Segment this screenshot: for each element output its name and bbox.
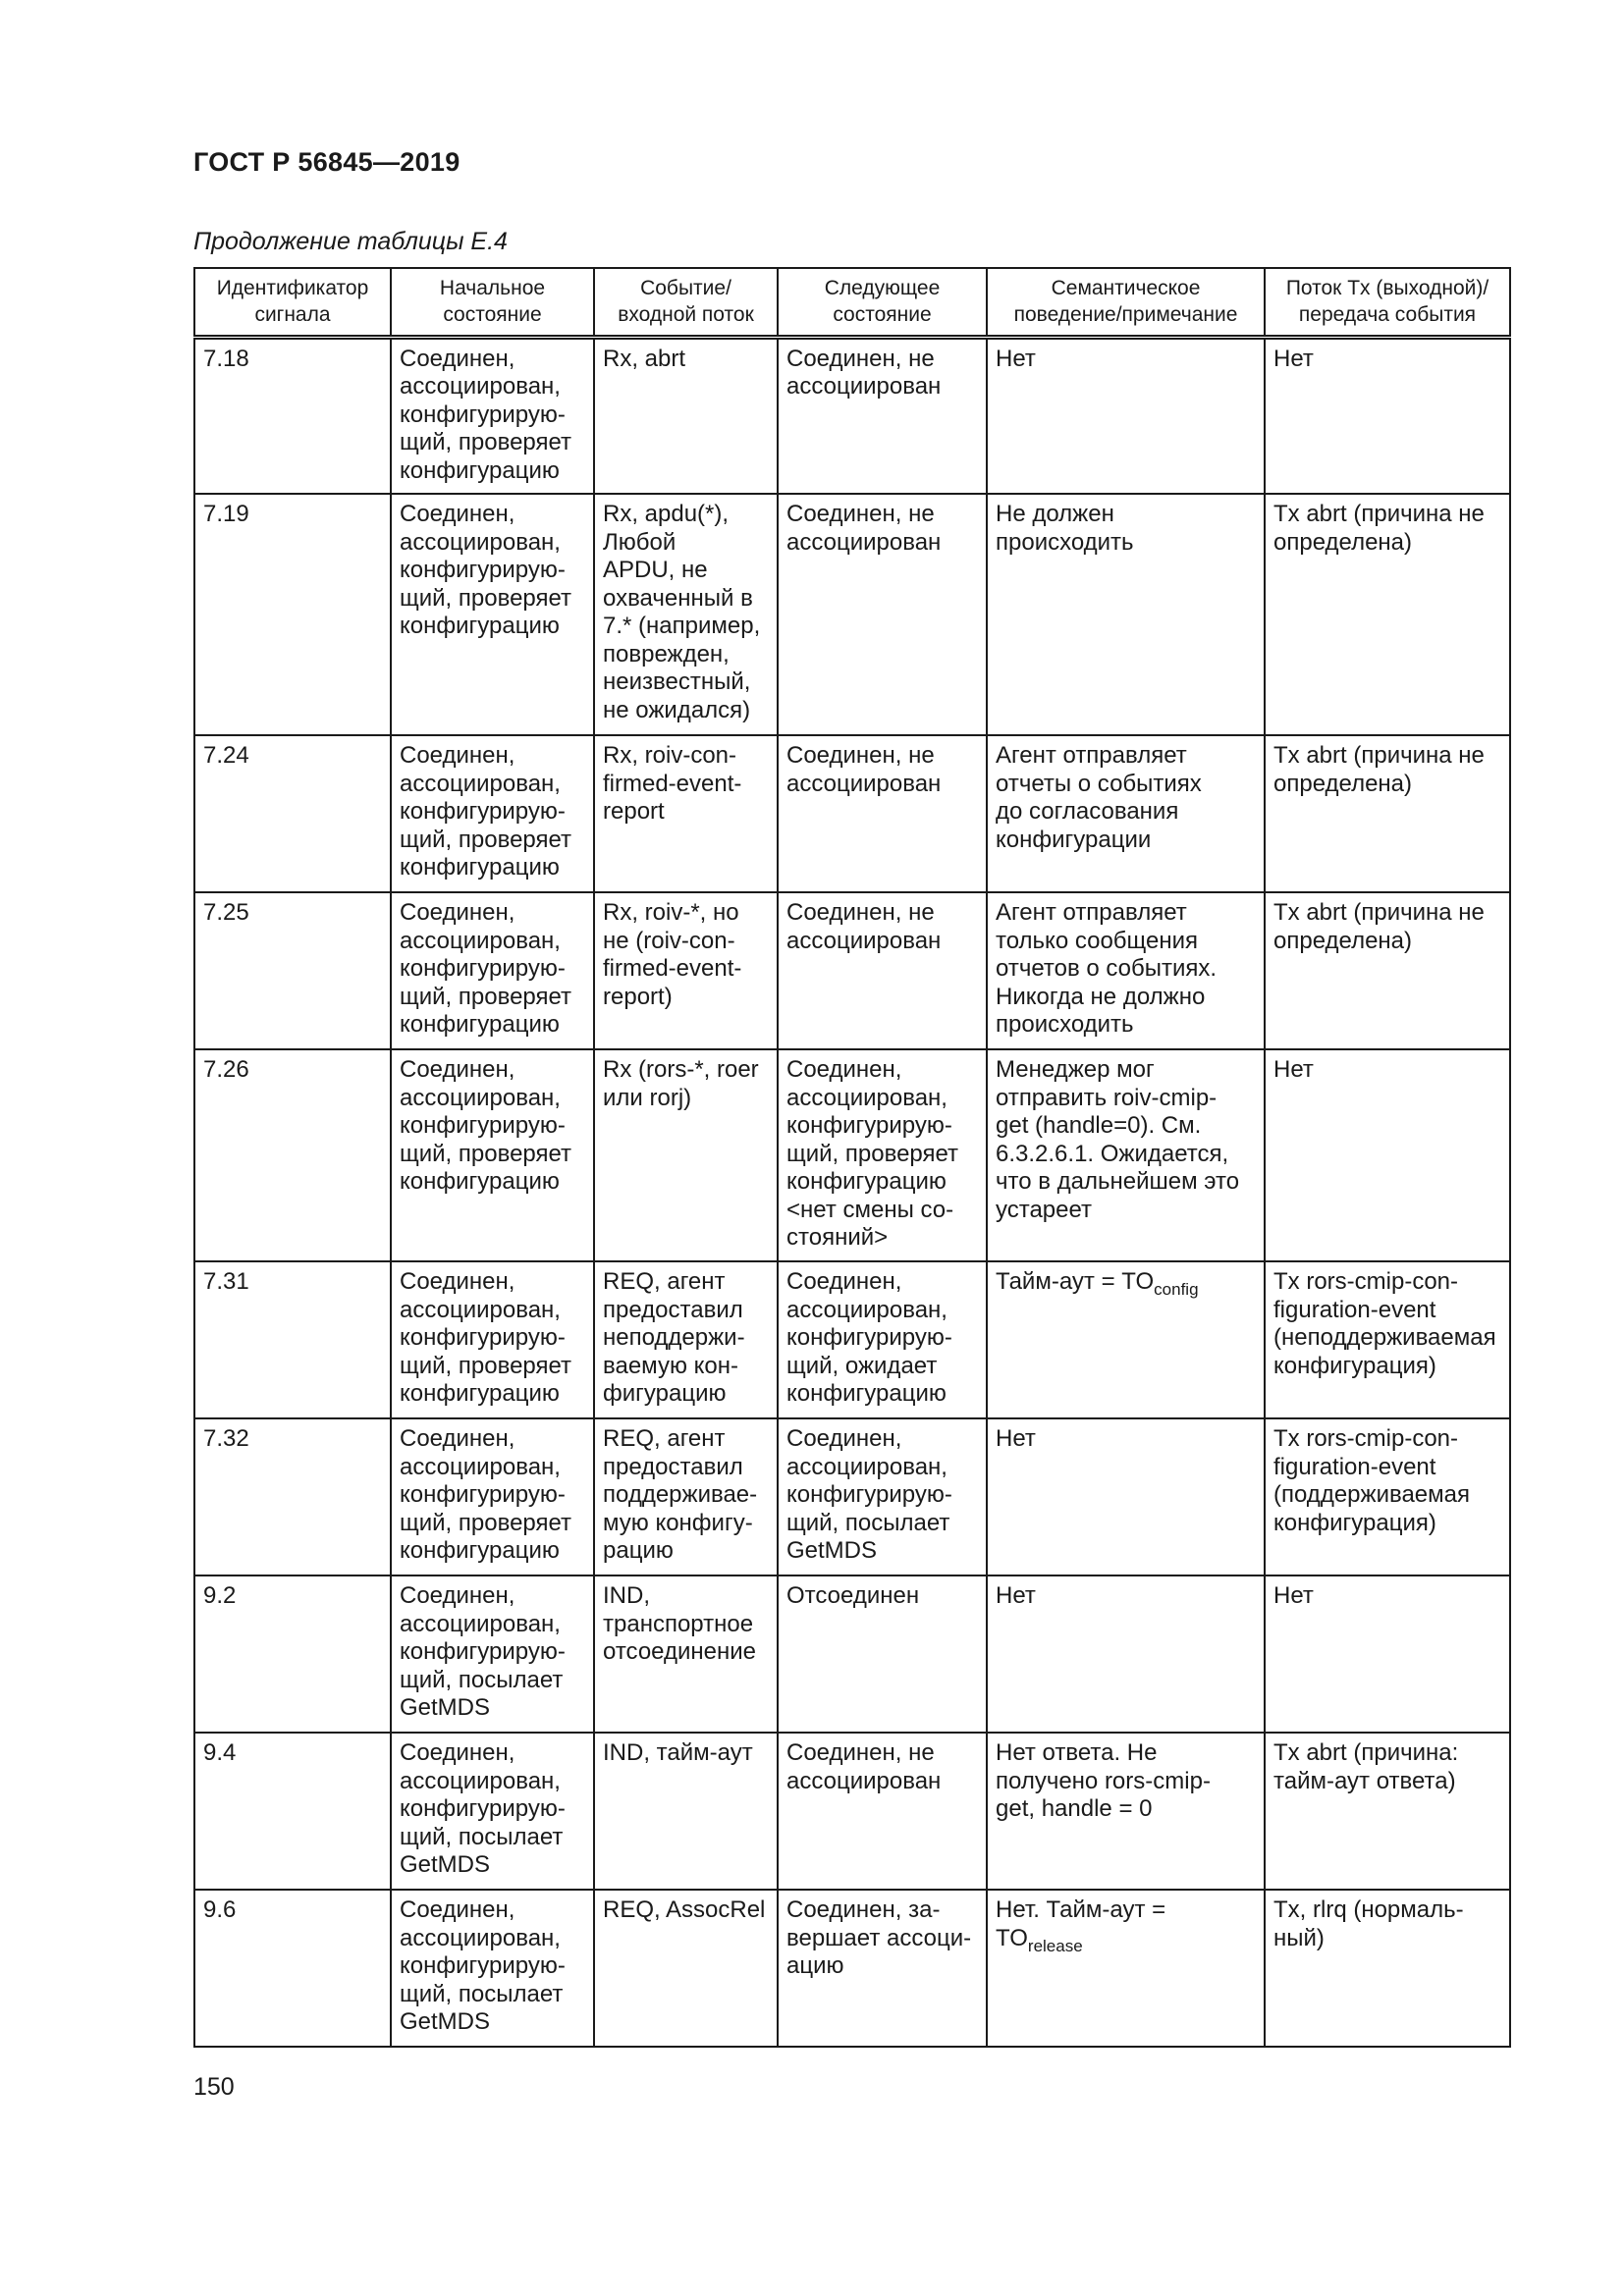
cell-signal-id: 7.26 — [194, 1049, 391, 1261]
cell-initial-state: Соединен, ассоциирован, конфигурирую- щий, проверяет конфигурацию — [391, 494, 594, 735]
cell-semantic-note — [987, 494, 1265, 735]
table-row — [194, 1733, 1510, 1890]
cell-initial-state: Соединен, ассоциирован, конфигурирую- щий, проверяет конфигурацию — [391, 337, 594, 494]
cell-event: Rx, apdu(*), Любой APDU, не охваченный в 7.* (например, поврежден, неизвестный, не ожидался) — [594, 494, 778, 735]
cell-tx-stream: Tx, rlrq (нормаль- ный) — [1265, 1890, 1510, 2047]
cell-next-state: Соединен, не ассоциирован — [778, 892, 987, 1049]
cell-signal-id: 7.24 — [194, 735, 391, 892]
cell-event: IND, тайм-аут — [594, 1733, 778, 1890]
cell-initial-state: Соединен, ассоциирован, конфигурирую- щий, посылает GetMDS — [391, 1575, 594, 1733]
cell-initial-state: Соединен, ассоциирован, конфигурирую- щий, проверяет конфигурацию — [391, 892, 594, 1049]
cell-tx-stream: Tx abrt (причина не определена) — [1265, 735, 1510, 892]
note-subscript: release — [1027, 1936, 1083, 1955]
cell-signal-id: 7.25 — [194, 892, 391, 1049]
cell-next-state: Соединен, не ассоциирован — [778, 735, 987, 892]
note-text: Тайм-аут = TO — [996, 1268, 1155, 1295]
cell-next-state: Соединен, ассоциирован, конфигурирую- щий, ожидает конфигурацию — [778, 1261, 987, 1418]
table-row — [194, 494, 1510, 735]
cell-event: Rx, roiv-*, но не (roiv-con- firmed-event- report) — [594, 892, 778, 1049]
cell-signal-id: 7.18 — [194, 337, 391, 494]
note-text: Не должен происходить — [996, 501, 1134, 556]
cell-semantic-note — [987, 1418, 1265, 1575]
cell-initial-state: Соединен, ассоциирован, конфигурирую- щий, проверяет конфигурацию — [391, 1418, 594, 1575]
cell-tx-stream: Tx rors-cmip-con- figuration-event (неподдерживаемая конфигурация) — [1265, 1261, 1510, 1418]
column-header-initial-state: Начальное состояние — [391, 268, 594, 337]
note-text: Агент отправляет отчеты о событиях до согласования конфигурации — [996, 742, 1202, 853]
table-row — [194, 1890, 1510, 2047]
note-text: Нет — [996, 1425, 1036, 1452]
cell-event: Rx, abrt — [594, 337, 778, 494]
note-text: Нет ответа. Не получено rors-cmip- get, handle = 0 — [996, 1739, 1211, 1822]
cell-next-state: Соединен, не ассоциирован — [778, 1733, 987, 1890]
cell-next-state: Соединен, ассоциирован, конфигурирую- щий, посылает GetMDS — [778, 1418, 987, 1575]
cell-initial-state: Соединен, ассоциирован, конфигурирую- щий, проверяет конфигурацию — [391, 1049, 594, 1261]
cell-signal-id: 7.31 — [194, 1261, 391, 1418]
note-subscript: config — [1154, 1280, 1199, 1299]
cell-tx-stream: Нет — [1265, 337, 1510, 494]
cell-event: REQ, агент предоставил неподдержи- ваемую кон- фигурацию — [594, 1261, 778, 1418]
column-header-semantic-note: Семантическое поведение/примечание — [987, 268, 1265, 337]
cell-initial-state: Соединен, ассоциирован, конфигурирую- щий, проверяет конфигурацию — [391, 735, 594, 892]
cell-next-state: Соединен, ассоциирован, конфигурирую- щий, проверяет конфигурацию <нет смены со- стояний> — [778, 1049, 987, 1261]
note-text: Нет — [996, 1582, 1036, 1609]
page-number: 150 — [193, 2073, 235, 2101]
cell-tx-stream: Tx abrt (причина не определена) — [1265, 892, 1510, 1049]
note-text: Агент отправляет только сообщения отчетов о событиях. Никогда не должно происходить — [996, 899, 1218, 1038]
cell-next-state: Отсоединен — [778, 1575, 987, 1733]
note-text: Нет — [996, 345, 1036, 372]
note-text: Менеджер мог отправить roiv-cmip- get (handle=0). См. 6.3.2.6.1. Ожидается, что в дальнейшем это устареет — [996, 1056, 1240, 1223]
cell-tx-stream: Нет — [1265, 1049, 1510, 1261]
column-header-tx-stream: Поток Tx (выходной)/ передача события — [1265, 268, 1510, 337]
cell-semantic-note — [987, 1575, 1265, 1733]
cell-tx-stream: Нет — [1265, 1575, 1510, 1733]
cell-signal-id: 9.2 — [194, 1575, 391, 1733]
cell-semantic-note — [987, 1049, 1265, 1261]
cell-next-state: Соединен, не ассоциирован — [778, 337, 987, 494]
cell-initial-state: Соединен, ассоциирован, конфигурирую- щий, проверяет конфигурацию — [391, 1261, 594, 1418]
table-row — [194, 337, 1510, 494]
cell-signal-id: 7.32 — [194, 1418, 391, 1575]
table-row — [194, 1049, 1510, 1261]
cell-next-state: Соединен, не ассоциирован — [778, 494, 987, 735]
column-header-next-state: Следующее состояние — [778, 268, 987, 337]
cell-semantic-note — [987, 892, 1265, 1049]
cell-event: Rx (rors-*, roer или rorj) — [594, 1049, 778, 1261]
cell-semantic-note — [987, 1890, 1265, 2047]
cell-tx-stream: Tx rors-cmip-con- figuration-event (поддерживаемая конфигурация) — [1265, 1418, 1510, 1575]
document-code: ГОСТ Р 56845—2019 — [193, 147, 460, 177]
cell-next-state: Соединен, за- вершает ассоци- ацию — [778, 1890, 987, 2047]
table-row — [194, 1418, 1510, 1575]
cell-signal-id: 9.6 — [194, 1890, 391, 2047]
cell-semantic-note — [987, 337, 1265, 494]
cell-signal-id: 7.19 — [194, 494, 391, 735]
cell-semantic-note — [987, 735, 1265, 892]
table-caption: Продолжение таблицы E.4 — [193, 228, 508, 255]
cell-semantic-note — [987, 1261, 1265, 1418]
cell-initial-state: Соединен, ассоциирован, конфигурирую- щий, посылает GetMDS — [391, 1733, 594, 1890]
cell-semantic-note — [987, 1733, 1265, 1890]
cell-event: REQ, AssocRel — [594, 1890, 778, 2047]
table-header-row — [194, 268, 1510, 337]
cell-event: REQ, агент предоставил поддерживае- мую конфигу- рацию — [594, 1418, 778, 1575]
cell-tx-stream: Tx abrt (причина не определена) — [1265, 494, 1510, 735]
table-row — [194, 735, 1510, 892]
column-header-event: Событие/ входной поток — [594, 268, 778, 337]
cell-initial-state: Соединен, ассоциирован, конфигурирую- щий, посылает GetMDS — [391, 1890, 594, 2047]
state-transition-table — [193, 267, 1511, 2048]
note-text: Нет. Тайм-аут = TO — [996, 1896, 1166, 1951]
cell-event: Rx, roiv-con- firmed-event- report — [594, 735, 778, 892]
table-row — [194, 892, 1510, 1049]
cell-signal-id: 9.4 — [194, 1733, 391, 1890]
cell-tx-stream: Tx abrt (причина: тайм-аут ответа) — [1265, 1733, 1510, 1890]
table-row — [194, 1575, 1510, 1733]
column-header-signal-id: Идентификатор сигнала — [194, 268, 391, 337]
table-row — [194, 1261, 1510, 1418]
cell-event: IND, транспортное отсоединение — [594, 1575, 778, 1733]
